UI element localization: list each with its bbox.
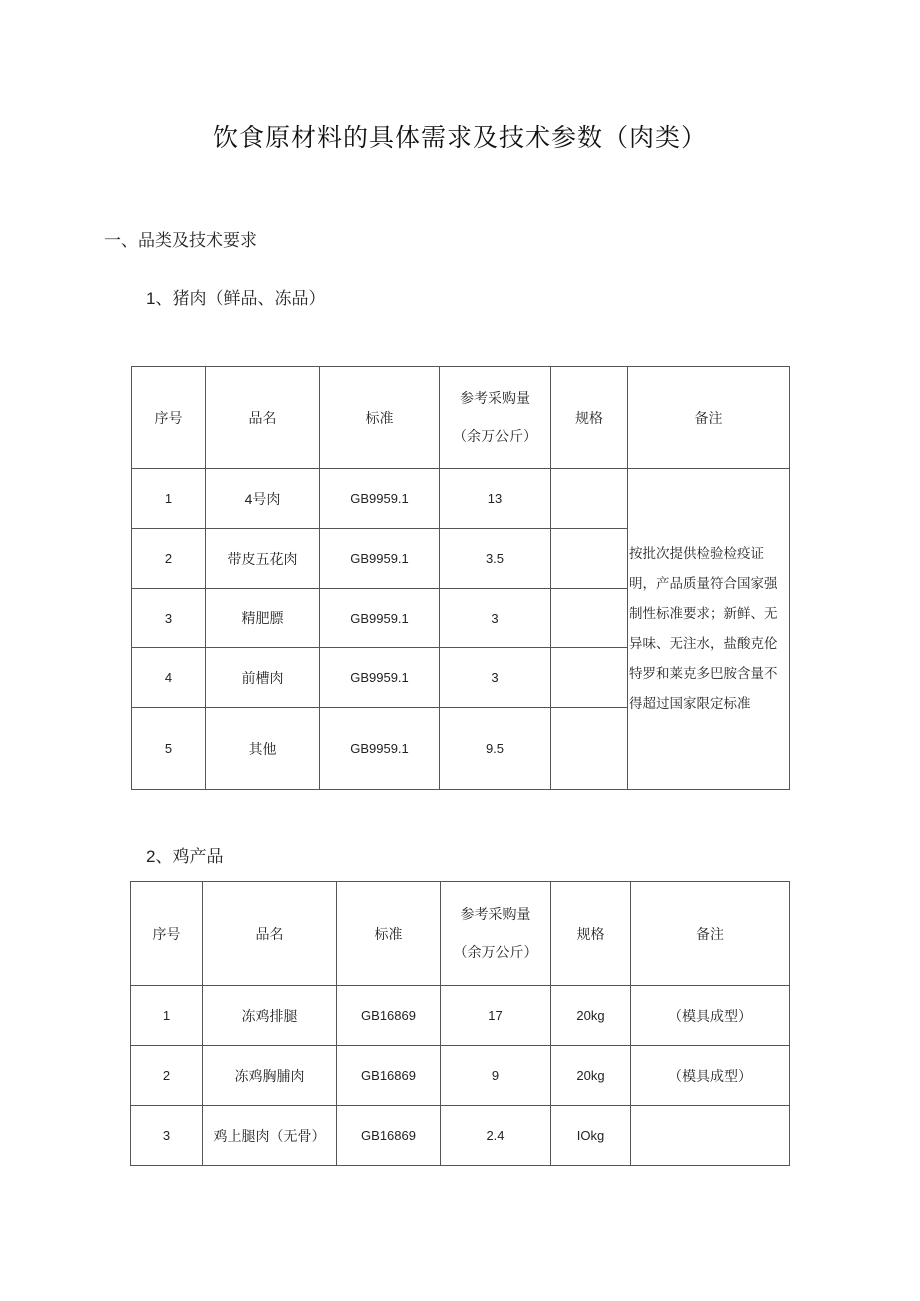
subsection-text: 、鸡产品 xyxy=(155,847,224,867)
cell-seq: 2 xyxy=(132,529,206,589)
header-note: 备注 xyxy=(628,367,790,469)
cell-qty: 17 xyxy=(441,986,551,1046)
cell-name-suffix: 号肉 xyxy=(252,491,281,508)
cell-seq: 5 xyxy=(132,708,206,790)
cell-spec xyxy=(551,589,628,648)
cell-note xyxy=(631,1106,790,1166)
cell-name xyxy=(206,469,320,529)
header-qty-line1: 参考采购量 xyxy=(460,906,531,923)
cell-qty: 9.5 xyxy=(440,708,551,790)
header-note: 备注 xyxy=(631,882,790,986)
cell-qty: 3.5 xyxy=(440,529,551,589)
cell-seq: 1 xyxy=(132,469,206,529)
table-row xyxy=(132,469,790,529)
cell-name: 精肥膘 xyxy=(206,589,320,648)
table-row xyxy=(131,986,790,1046)
subsection-heading-pork xyxy=(146,284,325,309)
table-row xyxy=(131,1106,790,1166)
cell-seq: 1 xyxy=(131,986,203,1046)
cell-qty: 3 xyxy=(440,648,551,708)
subsection-number: 1 xyxy=(146,289,156,308)
header-spec: 规格 xyxy=(551,367,628,469)
cell-std: GB9959.1 xyxy=(320,708,440,790)
table-header-row xyxy=(131,882,790,986)
header-qty xyxy=(440,367,551,469)
page-title: 饮食原材料的具体需求及技术参数（肉类） xyxy=(212,123,707,152)
header-seq: 序号 xyxy=(132,367,206,469)
header-qty-line1: 参考采购量 xyxy=(460,390,530,407)
cell-name-prefix: 4 xyxy=(244,490,253,507)
cell-spec: 20kg xyxy=(551,986,631,1046)
cell-name: 带皮五花肉 xyxy=(206,529,320,589)
cell-spec xyxy=(551,648,628,708)
cell-name: 鸡上腿肉（无骨） xyxy=(203,1106,337,1166)
header-std: 标准 xyxy=(320,367,440,469)
cell-seq: 4 xyxy=(132,648,206,708)
cell-qty: 9 xyxy=(441,1046,551,1106)
cell-std: GB9959.1 xyxy=(320,589,440,648)
subsection-heading-chicken xyxy=(146,842,223,867)
cell-note: （模具成型） xyxy=(631,986,790,1046)
subsection-text: 、猪肉（鲜品、冻品） xyxy=(155,289,326,309)
cell-std: GB16869 xyxy=(337,986,441,1046)
cell-note-merged: 按批次提供检验检疫证明，产品质量符合国家强制性标准要求；新鲜、无异味、无注水，盐酸克伦特罗和莱克多巴胺含量不得超过国家限定标准 xyxy=(628,469,790,790)
cell-note: （模具成型） xyxy=(631,1046,790,1106)
cell-spec xyxy=(551,708,628,790)
cell-name: 冻鸡胸脯肉 xyxy=(203,1046,337,1106)
table-row xyxy=(131,1046,790,1106)
cell-name: 冻鸡排腿 xyxy=(203,986,337,1046)
cell-spec xyxy=(551,529,628,589)
cell-spec: IOkg xyxy=(551,1106,631,1166)
cell-qty: 2.4 xyxy=(441,1106,551,1166)
cell-name: 前槽肉 xyxy=(206,648,320,708)
cell-qty: 13 xyxy=(440,469,551,529)
cell-std: GB16869 xyxy=(337,1046,441,1106)
header-spec: 规格 xyxy=(551,882,631,986)
cell-std: GB9959.1 xyxy=(320,648,440,708)
cell-seq: 2 xyxy=(131,1046,203,1106)
subsection-number: 2 xyxy=(146,847,156,866)
pork-table xyxy=(131,366,790,790)
header-name: 品名 xyxy=(203,882,337,986)
chicken-table xyxy=(130,881,790,1166)
header-seq: 序号 xyxy=(131,882,203,986)
cell-name: 其他 xyxy=(206,708,320,790)
header-name: 品名 xyxy=(206,367,320,469)
table-header-row xyxy=(132,367,790,469)
header-qty-line2: （余万公斤） xyxy=(453,944,538,961)
cell-seq: 3 xyxy=(132,589,206,648)
section-heading: 一、品类及技术要求 xyxy=(104,231,257,251)
cell-spec: 20kg xyxy=(551,1046,631,1106)
cell-std: GB9959.1 xyxy=(320,469,440,529)
header-std: 标准 xyxy=(337,882,441,986)
cell-std: GB9959.1 xyxy=(320,529,440,589)
header-qty-line2: （余万公斤） xyxy=(453,428,537,445)
cell-qty: 3 xyxy=(440,589,551,648)
cell-std: GB16869 xyxy=(337,1106,441,1166)
cell-spec xyxy=(551,469,628,529)
cell-seq: 3 xyxy=(131,1106,203,1166)
header-qty xyxy=(441,882,551,986)
